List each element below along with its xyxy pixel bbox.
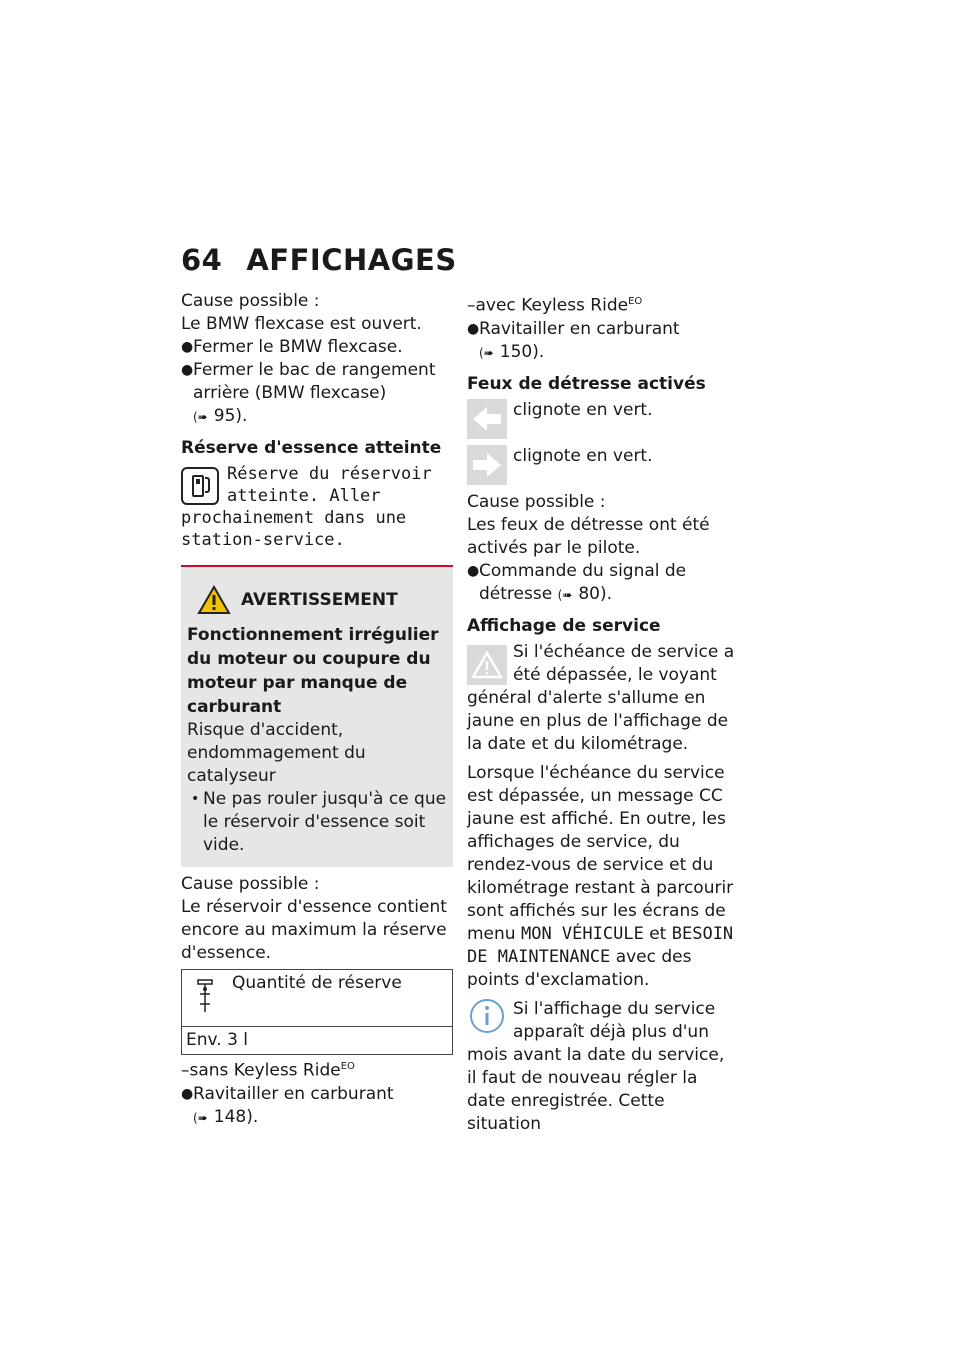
page-reference[interactable]: (➠ 148).: [193, 1106, 259, 1127]
arrow-left-icon: [467, 399, 507, 439]
general-warning-icon: [467, 645, 507, 685]
keyless-without: –sans Keyless Ride$^{EO}$: [181, 1060, 355, 1081]
warning-triangle-icon: [197, 585, 231, 615]
service-paragraph-2: Lorsque l'échéance du service est dépassée, un message CC jaune est affiché. En outre, les affichages de service, du rendez-vous de service et du kilométrage restant à parcourir sont affichés sur les écrans de menu MON VÉHICULE et BESOIN DE MAINTENANCE avec des points d'exclamation.: [467, 762, 734, 990]
heading-hazard: Feux de détresse activés: [467, 373, 706, 394]
reserve-quantity-value: Env. 3 l: [186, 1030, 249, 1050]
bullet-item: ● Fermer le bac de rangement arrière (BMW flexcase): [181, 360, 436, 403]
page-reference[interactable]: (➠ 150).: [479, 341, 545, 362]
page-number: 64: [181, 243, 223, 277]
service-paragraph-3: Si l'affichage du service apparaît déjà plus d'un mois avant la date du service, il faut de nouveau régler la date enregistrée. Cette situation: [467, 998, 725, 1134]
section-title: AFFICHAGES: [246, 243, 457, 277]
left-column: [181, 290, 453, 1130]
page-reference[interactable]: (➠ 95).: [193, 406, 248, 426]
bullet-item: ● Ravitailler en carburant: [181, 1083, 394, 1104]
arrow-right-icon: (➠: [557, 587, 573, 602]
hazard-left: clignote en vert.: [467, 399, 739, 439]
warning-header: AVERTISSEMENT: [187, 585, 447, 615]
warning-box: [181, 565, 453, 867]
warning-bullet: • Ne pas rouler jusqu'à ce que le réservoir d'essence soit vide.: [191, 789, 447, 855]
menu-besoin-maintenance: BESOIN DE MAINTENANCE: [467, 923, 734, 967]
bullet-item: ● Ravitailler en carburant: [467, 318, 680, 339]
cause-text: Les feux de détresse ont été activés par le pilote.: [467, 514, 710, 558]
cause-text: Le BMW flexcase est ouvert.: [181, 314, 422, 334]
reserve-message: Réserve du réservoir atteinte. Aller prochainement dans une station-service.: [181, 464, 432, 550]
fuel-pump-icon: [181, 467, 219, 505]
service-paragraph-1: Si l'échéance de service a été dépassée, le voyant général d'alerte s'allume en jaune en plus de l'affichage de la date et du kilométrage.: [467, 641, 735, 754]
arrow-right-icon: (➠: [193, 410, 208, 424]
reserve-quantity-label: Quantité de réserve: [232, 973, 402, 993]
keyless-with: –avec Keyless Ride$^{EO}$: [467, 295, 643, 316]
arrow-right-icon: (➠: [479, 345, 494, 360]
heading-reserve: Réserve d'essence atteinte: [181, 438, 442, 458]
hazard-right: clignote en vert.: [467, 445, 739, 485]
reserve-table: [181, 969, 453, 1055]
cause-label: Cause possible :: [181, 874, 320, 894]
bullet-item: ● Fermer le BMW flexcase.: [181, 337, 403, 357]
cause-label: Cause possible :: [181, 291, 320, 311]
heading-service: Affichage de service: [467, 615, 661, 636]
page-title: [181, 243, 457, 277]
warning-title: Fonctionnement irrégulier du moteur ou coupure du moteur par manque de carburant: [187, 625, 439, 717]
arrow-right-icon: [467, 445, 507, 485]
cause-text: Le réservoir d'essence contient encore au maximum la réserve d'essence.: [181, 897, 447, 963]
info-icon: [467, 996, 507, 1036]
arrow-right-icon: (➠: [193, 1110, 208, 1125]
warning-text: Risque d'accident, endommagement du catalyseur: [187, 720, 366, 786]
cause-label: Cause possible :: [467, 491, 606, 512]
fuel-gauge-icon: [196, 976, 220, 1016]
right-column: [467, 290, 739, 1136]
menu-mon-vehicule: MON VÉHICULE: [520, 923, 644, 944]
bullet-item: ● Commande du signal de détresse (➠ 80).: [467, 560, 687, 604]
